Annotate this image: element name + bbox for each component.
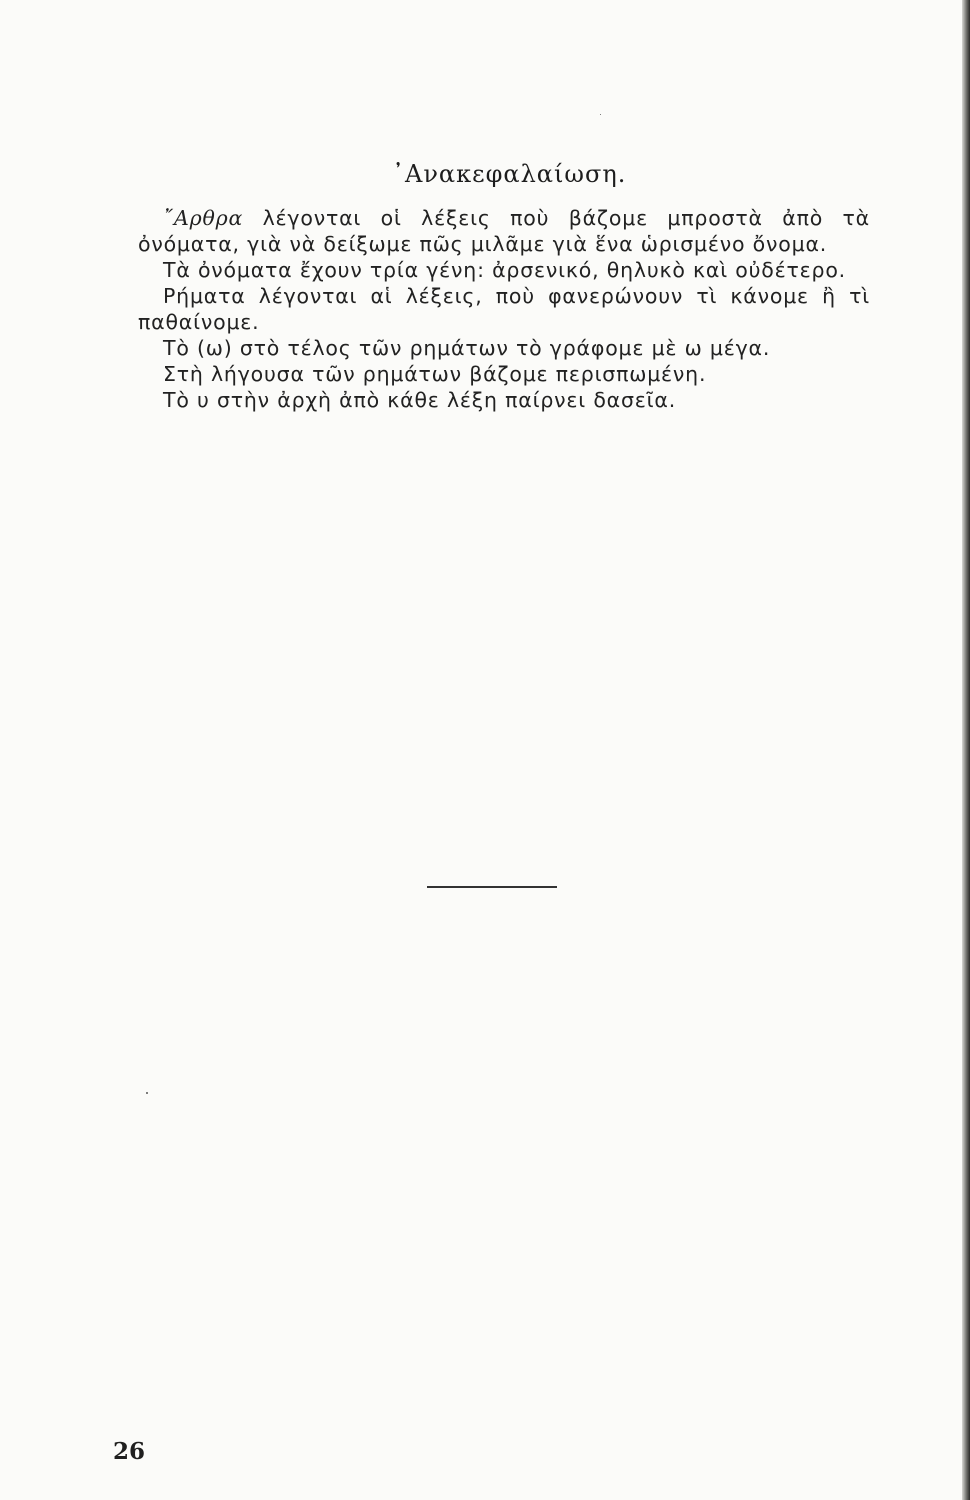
lead-word: ῎Αρθρα — [163, 206, 244, 230]
paragraph-omega-ending: Τὸ (ω) στὸ τέλος τῶν ρημάτων τὸ γράφομε μὲ ω μέγα. — [163, 336, 771, 360]
paragraph-verbs: Ρήματα λέγονται αἱ λέξεις, ποὺ φανερώνουν τὶ κάνομε ἢ τὶ παθαίνομε. — [138, 284, 870, 334]
paper-speck — [146, 1092, 148, 1094]
page-number: 26 — [113, 1438, 146, 1465]
book-spine-shadow — [962, 0, 970, 1500]
paragraph-text: λέγονται οἱ λέξεις ποὺ βάζομε μπροστὰ ἀπὸ τὰ ὀνόματα, γιὰ νὰ δείξωμε πῶς μιλᾶμε γιὰ ἕνα ὡρισμένο ὄνομα. — [138, 206, 870, 256]
paragraph-nouns-gender: Τὰ ὀνόματα ἔχουν τρία γένη: ἀρσενικό, θηλυκὸ καὶ οὐδέτερο. — [163, 258, 846, 282]
paper-speck — [600, 114, 601, 115]
paragraph-circumflex: Στὴ λήγουσα τῶν ρημάτων βάζομε περισπωμένη. — [163, 362, 707, 386]
paragraph-rough-breathing: Τὸ υ στὴν ἀρχὴ ἀπὸ κάθε λέξη παίρνει δασεῖα. — [163, 388, 677, 412]
paragraph-articles — [138, 205, 870, 257]
page-heading: ᾿Ανακεφαλαίωση. — [392, 160, 627, 188]
section-divider — [427, 886, 557, 888]
summary-text — [138, 205, 870, 413]
